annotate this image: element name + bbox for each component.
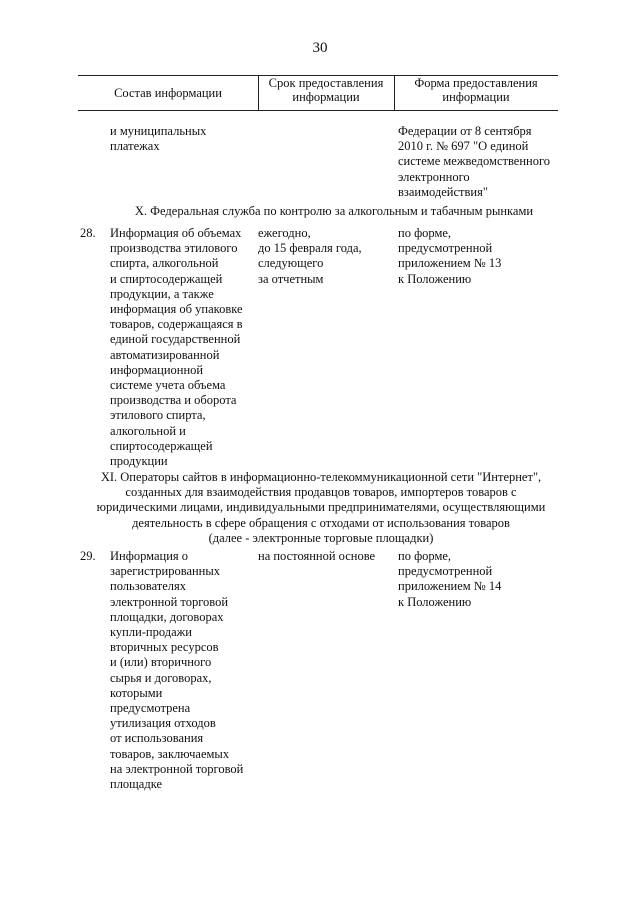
row-28-info: Информация об объемах производства этилового спирта, алкогольной и спиртосодержащей продукции, а также информация об упаковке товаров, содержащаяся в единой государственной автоматизированной информационной системе учета объема производства и оборота этилового спирта, алкогольной и спиртосодержащей продукции [110, 226, 243, 469]
header-form: Форма предоставления информации [414, 76, 538, 104]
row-29-number: 29. [80, 549, 96, 563]
row-29-info: Информация о зарегистрированных пользователях электронной торговой площадки, договорах купли-продажи вторичных ресурсов и (или) вторичного сырья и договорах, которыми предусмотрена утилизация отходов от использования товаров, заключаемых на электронной торговой площадке [110, 549, 244, 792]
continuation-info: и муниципальных платежах [110, 124, 207, 154]
row-28-form: по форме, предусмотренной приложением № 13 к Положению [398, 226, 502, 286]
section-x-title: X. Федеральная служба по контролю за алкогольным и табачным рынками [134, 204, 534, 218]
table-header-bottom-rule [78, 110, 558, 111]
row-28-deadline: ежегодно, до 15 февраля года, следующего за отчетным [258, 226, 362, 286]
row-28-number: 28. [80, 226, 96, 240]
page-number: 30 [312, 40, 328, 56]
section-xi-title: XI. Операторы сайтов в информационно-телекоммуникационной сети "Интернет", созданных для взаимодействия продавцов товаров, импортеров товаров с юридическими лицами, индивидуальными предпринимателями, осуществляющими деятельность в сфере обращения с отходами от использования товаров (далее - электронные торговые площадки) [96, 470, 546, 545]
header-deadline: Срок предоставления информации [268, 76, 384, 104]
row-29-deadline: на постоянной основе [258, 549, 376, 563]
row-29-form: по форме, предусмотренной приложением № 14 к Положению [398, 549, 502, 609]
header-composition: Состав информации [114, 86, 222, 100]
continuation-form: Федерации от 8 сентября 2010 г. № 697 "О единой системе межведомственного электронного взаимодействия" [398, 124, 551, 199]
